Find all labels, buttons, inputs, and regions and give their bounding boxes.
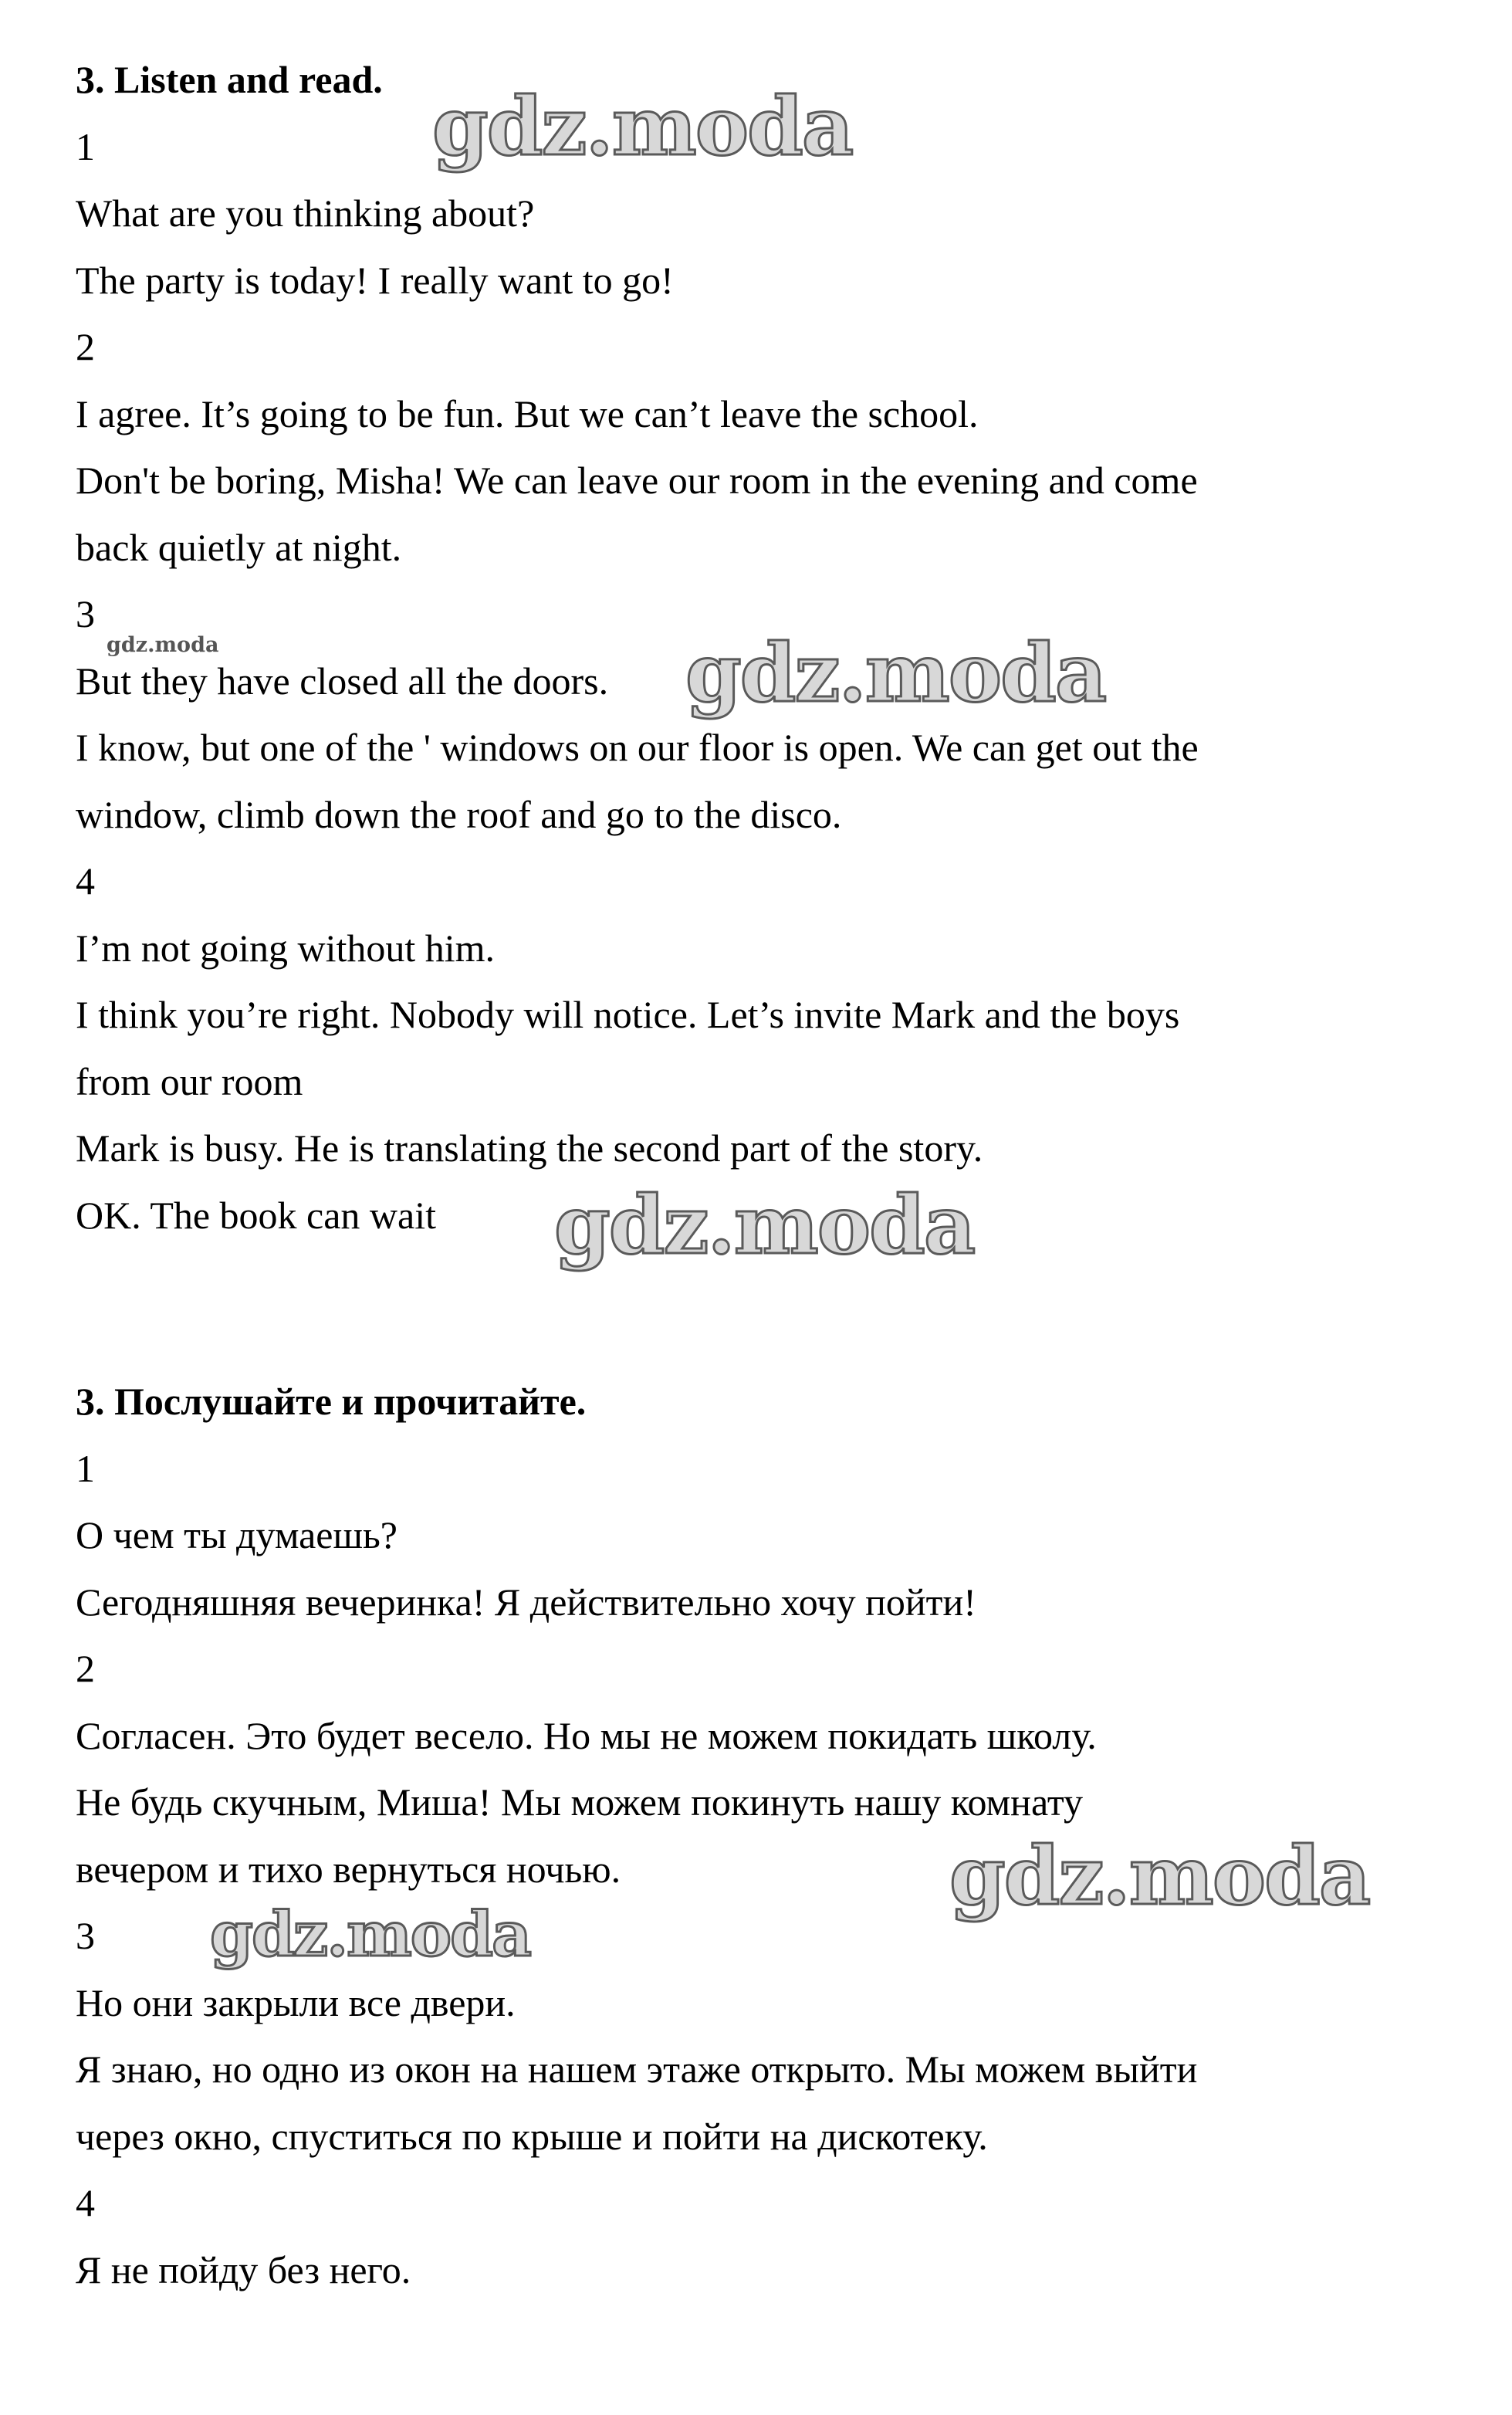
dialogue-line: I think you’re right. Nobody will notice. Let’s invite Mark and the boys [76,993,1180,1036]
dialogue-line: window, climb down the roof and go to the disco. [76,792,842,836]
dialogue-line: через окно, спуститься по крыше и пойти на дискотеку. [76,2114,988,2158]
watermark: gdz.moda [949,1828,1370,1923]
dialogue-line: Сегодняшняя вечеринка! Я действительно хочу пойти! [76,1580,976,1624]
dialogue-number: 4 [76,2181,95,2224]
dialogue-line: The party is today! I really want to go! [76,258,674,302]
dialogue-line: from our room [76,1059,303,1103]
dialogue-line: OK. The book can wait [76,1193,437,1237]
dialogue-line: I agree. It’s going to be fun. But we can’t leave the school. [76,391,979,435]
dialogue-number: 2 [76,325,95,368]
watermark-small: gdz.moda [107,633,219,657]
watermark: gdz.moda [554,1177,975,1272]
watermark: gdz.moda [210,1898,530,1970]
dialogue-number: 2 [76,1647,95,1690]
dialogue-number: 1 [76,1446,95,1490]
dialogue-number: 3 [76,1914,95,1957]
dialogue-line: Don't be boring, Misha! We can leave our room in the evening and come [76,459,1198,502]
dialogue-line: I know, but one of the ' windows on our floor is open. We can get out the [76,726,1199,769]
watermark: gdz.moda [685,625,1106,720]
dialogue-line: Я знаю, но одно из окон на нашем этаже открыто. Мы можем выйти [76,2048,1198,2091]
dialogue-line: вечером и тихо вернуться ночью. [76,1847,621,1891]
watermark: gdz.moda [432,79,853,174]
dialogue-line: Но они закрыли все двери. [76,1980,516,2024]
dialogue-line: Согласен. Это будет весело. Но мы не можем покидать школу. [76,1713,1097,1757]
dialogue-line: О чем ты думаешь? [76,1513,397,1556]
dialogue-number: 3 [76,592,95,635]
dialogue-line: But they have closed all the doors. [76,659,609,703]
russian-heading: 3. Послушайте и прочитайте. [76,1380,587,1423]
dialogue-line: Mark is busy. He is translating the second part of the story. [76,1126,983,1170]
dialogue-line: Я не пойду без него. [76,2247,411,2291]
english-heading: 3. Listen and read. [76,58,383,101]
dialogue-line: Не будь скучным, Миша! Мы можем покинуть нашу комнату [76,1780,1084,1824]
dialogue-number: 1 [76,124,95,168]
dialogue-line: back quietly at night. [76,525,402,569]
dialogue-line: I’m not going without him. [76,926,496,970]
dialogue-line: What are you thinking about? [76,191,535,235]
dialogue-number: 4 [76,859,95,903]
